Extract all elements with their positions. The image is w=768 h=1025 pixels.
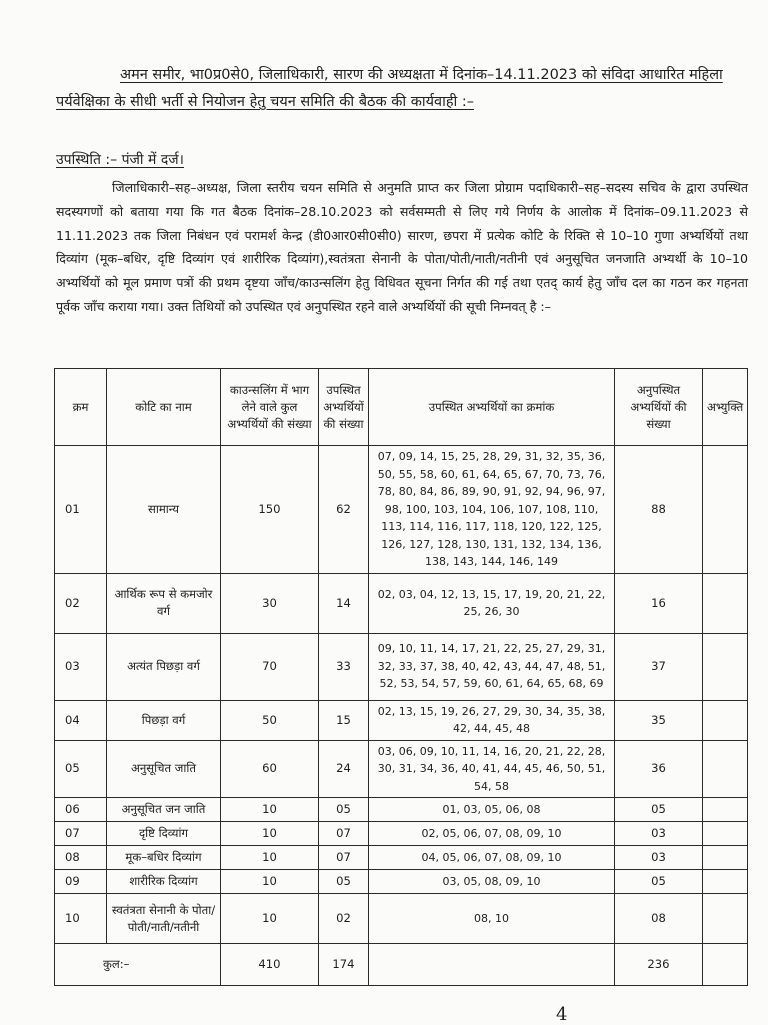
table-row bbox=[55, 740, 748, 798]
table-row bbox=[55, 700, 748, 740]
grand-remark-cell bbox=[703, 944, 748, 986]
absent-cell: 05 bbox=[615, 870, 703, 894]
serial-cell: 10 bbox=[55, 894, 107, 944]
grand-absent-cell: 236 bbox=[615, 944, 703, 986]
table-row bbox=[55, 870, 748, 894]
header-total-candidates: काउन्सलिंग में भाग लेने वाले कुल अभ्यर्थियों की संख्या bbox=[221, 369, 319, 446]
remark-cell bbox=[703, 870, 748, 894]
remark-cell bbox=[703, 740, 748, 798]
grand-total-cell: 410 bbox=[221, 944, 319, 986]
serial-cell: 02 bbox=[55, 573, 107, 633]
total-cell: 10 bbox=[221, 798, 319, 822]
category-cell: शारीरिक दिव्यांग bbox=[107, 870, 221, 894]
remark-cell bbox=[703, 798, 748, 822]
total-cell: 30 bbox=[221, 573, 319, 633]
present-cell: 33 bbox=[319, 633, 369, 700]
present-cell: 62 bbox=[319, 446, 369, 574]
body-paragraph: जिलाधिकारी–सह–अध्यक्ष, जिला स्तरीय चयन समिति से अनुमति प्राप्त कर जिला प्रोग्राम पदाधिकारी–सह–सदस्य सचिव के द्वारा उपस्थित सदस्यगणों को बताया गया कि गत बैठक दिनांक–28.10.2023 को सर्वसम्मती से लिए गये निर्णय के आलोक में दिनांक–09.11.2023 से 11.11.2023 तक जिला निबंधन एवं परामर्श केन्द्र (डी0आर0सी0सी0) सारण, छपरा में प्रत्येक कोटि के रिक्ति से 10–10 गुणा अभ्यर्थियों तथा दिव्यांग (मूक–बधिर, दृष्टि दिव्यांग एवं शारीरिक दिव्यांग),स्वतंत्रता सेनानी के पोता/पोती/नाती/नतीनी एवं अनुसूचित जनजाति अभ्यर्थी के 10–10 अभ्यर्थियों को मूल प्रमाण पत्रों की प्रथम दृष्टया जाँच/काउन्सलिंग हेतु विधिवत सूचना निर्गत की गई तथा एतद् कार्य हेतु जाँच दल का गठन कर गहनता पूर्वक जाँच कराया गया। उक्त तिथियों को उपस्थित एवं अनुपस्थित रहने वाले अभ्यर्थियों की सूची निम्नवत् है :– bbox=[56, 180, 748, 314]
absent-cell: 88 bbox=[615, 446, 703, 574]
remark-cell bbox=[703, 633, 748, 700]
present-numbers-cell: 04, 05, 06, 07, 08, 09, 10 bbox=[369, 846, 615, 870]
absent-cell: 36 bbox=[615, 740, 703, 798]
header-serial: क्रम bbox=[55, 369, 107, 446]
total-cell: 10 bbox=[221, 846, 319, 870]
header-category: कोटि का नाम bbox=[107, 369, 221, 446]
absent-cell: 03 bbox=[615, 822, 703, 846]
present-cell: 24 bbox=[319, 740, 369, 798]
table-row bbox=[55, 633, 748, 700]
present-numbers-cell: 02, 03, 04, 12, 13, 15, 17, 19, 20, 21, 22, 25, 26, 30 bbox=[369, 573, 615, 633]
total-cell: 150 bbox=[221, 446, 319, 574]
attendance-note: उपस्थिति :– पंजी में दर्ज। bbox=[56, 152, 184, 168]
present-numbers-cell: 08, 10 bbox=[369, 894, 615, 944]
remark-cell bbox=[703, 822, 748, 846]
serial-cell: 06 bbox=[55, 798, 107, 822]
table-row bbox=[55, 894, 748, 944]
total-cell: 10 bbox=[221, 870, 319, 894]
table-row bbox=[55, 822, 748, 846]
present-cell: 07 bbox=[319, 846, 369, 870]
present-cell: 07 bbox=[319, 822, 369, 846]
present-cell: 05 bbox=[319, 798, 369, 822]
header-present-numbers: उपस्थित अभ्यर्थियों का क्रमांक bbox=[369, 369, 615, 446]
remark-cell bbox=[703, 846, 748, 870]
absent-cell: 03 bbox=[615, 846, 703, 870]
total-row bbox=[55, 944, 748, 986]
present-numbers-cell: 03, 05, 08, 09, 10 bbox=[369, 870, 615, 894]
absent-cell: 35 bbox=[615, 700, 703, 740]
total-cell: 70 bbox=[221, 633, 319, 700]
serial-cell: 04 bbox=[55, 700, 107, 740]
total-cell: 10 bbox=[221, 894, 319, 944]
present-cell: 15 bbox=[319, 700, 369, 740]
present-numbers-cell: 02, 05, 06, 07, 08, 09, 10 bbox=[369, 822, 615, 846]
present-numbers-cell: 01, 03, 05, 06, 08 bbox=[369, 798, 615, 822]
total-cell: 50 bbox=[221, 700, 319, 740]
category-cell: स्वतंत्रता सेनानी के पोता/पोती/नाती/नतीनी bbox=[107, 894, 221, 944]
category-cell: पिछड़ा वर्ग bbox=[107, 700, 221, 740]
table-row bbox=[55, 573, 748, 633]
category-cell: मूक–बधिर दिव्यांग bbox=[107, 846, 221, 870]
present-numbers-cell: 02, 13, 15, 19, 26, 27, 29, 30, 34, 35, 38, 42, 44, 45, 48 bbox=[369, 700, 615, 740]
category-cell: अनुसूचित जाति bbox=[107, 740, 221, 798]
header-remarks: अभ्युक्ति bbox=[703, 369, 748, 446]
table-header-row bbox=[55, 369, 748, 446]
present-numbers-cell: 09, 10, 11, 14, 17, 21, 22, 25, 27, 29, 31, 32, 33, 37, 38, 40, 42, 43, 44, 47, 48, 51, 52, 53, 54, 57, 59, 60, 61, 64, 65, 68, 69 bbox=[369, 633, 615, 700]
present-cell: 02 bbox=[319, 894, 369, 944]
category-cell: सामान्य bbox=[107, 446, 221, 574]
serial-cell: 01 bbox=[55, 446, 107, 574]
table-row bbox=[55, 798, 748, 822]
present-cell: 05 bbox=[319, 870, 369, 894]
category-cell: अनुसूचित जन जाति bbox=[107, 798, 221, 822]
page-number: 4 bbox=[556, 1004, 568, 1025]
total-cell: 60 bbox=[221, 740, 319, 798]
grand-numbers-cell bbox=[369, 944, 615, 986]
candidate-table bbox=[54, 368, 748, 986]
remark-cell bbox=[703, 573, 748, 633]
total-label: कुल:– bbox=[55, 944, 221, 986]
present-numbers-cell: 07, 09, 14, 15, 25, 28, 29, 31, 32, 35, 36, 50, 55, 58, 60, 61, 64, 65, 67, 70, 73, 76, 78, 80, 84, 86, 89, 90, 91, 92, 94, 96, 97, 98, 100, 103, 104, 106, 107, 108, 110, 113, 114, 116, 117, 118, 120, 122, 125, 126, 127, 128, 130, 131, 132, 134, 136, 138, 143, 144, 146, 149 bbox=[369, 446, 615, 574]
present-numbers-cell: 03, 06, 09, 10, 11, 14, 16, 20, 21, 22, 28, 30, 31, 34, 36, 40, 41, 44, 45, 46, 50, 51, 54, 58 bbox=[369, 740, 615, 798]
remark-cell bbox=[703, 446, 748, 574]
present-cell: 14 bbox=[319, 573, 369, 633]
table-row bbox=[55, 846, 748, 870]
remark-cell bbox=[703, 700, 748, 740]
category-cell: दृष्टि दिव्यांग bbox=[107, 822, 221, 846]
serial-cell: 05 bbox=[55, 740, 107, 798]
absent-cell: 37 bbox=[615, 633, 703, 700]
category-cell: आर्थिक रूप से कमजोर वर्ग bbox=[107, 573, 221, 633]
remark-cell bbox=[703, 894, 748, 944]
absent-cell: 16 bbox=[615, 573, 703, 633]
serial-cell: 08 bbox=[55, 846, 107, 870]
header-present-count: उपस्थित अभ्यर्थियों की संख्या bbox=[319, 369, 369, 446]
absent-cell: 05 bbox=[615, 798, 703, 822]
serial-cell: 09 bbox=[55, 870, 107, 894]
category-cell: अत्यंत पिछड़ा वर्ग bbox=[107, 633, 221, 700]
total-cell: 10 bbox=[221, 822, 319, 846]
serial-cell: 07 bbox=[55, 822, 107, 846]
header-absent-count: अनुपस्थित अभ्यर्थियों की संख्या bbox=[615, 369, 703, 446]
absent-cell: 08 bbox=[615, 894, 703, 944]
document-title: अमन समीर, भा0प्र0से0, जिलाधिकारी, सारण की अध्यक्षता में दिनांक–14.11.2023 को संविदा आधारित महिला पर्यवेक्षिका के सीधी भर्ती से नियोजन हेतु चयन समिति की बैठक की कार्यवाही :– bbox=[56, 67, 723, 110]
table-row bbox=[55, 446, 748, 574]
serial-cell: 03 bbox=[55, 633, 107, 700]
grand-present-cell: 174 bbox=[319, 944, 369, 986]
